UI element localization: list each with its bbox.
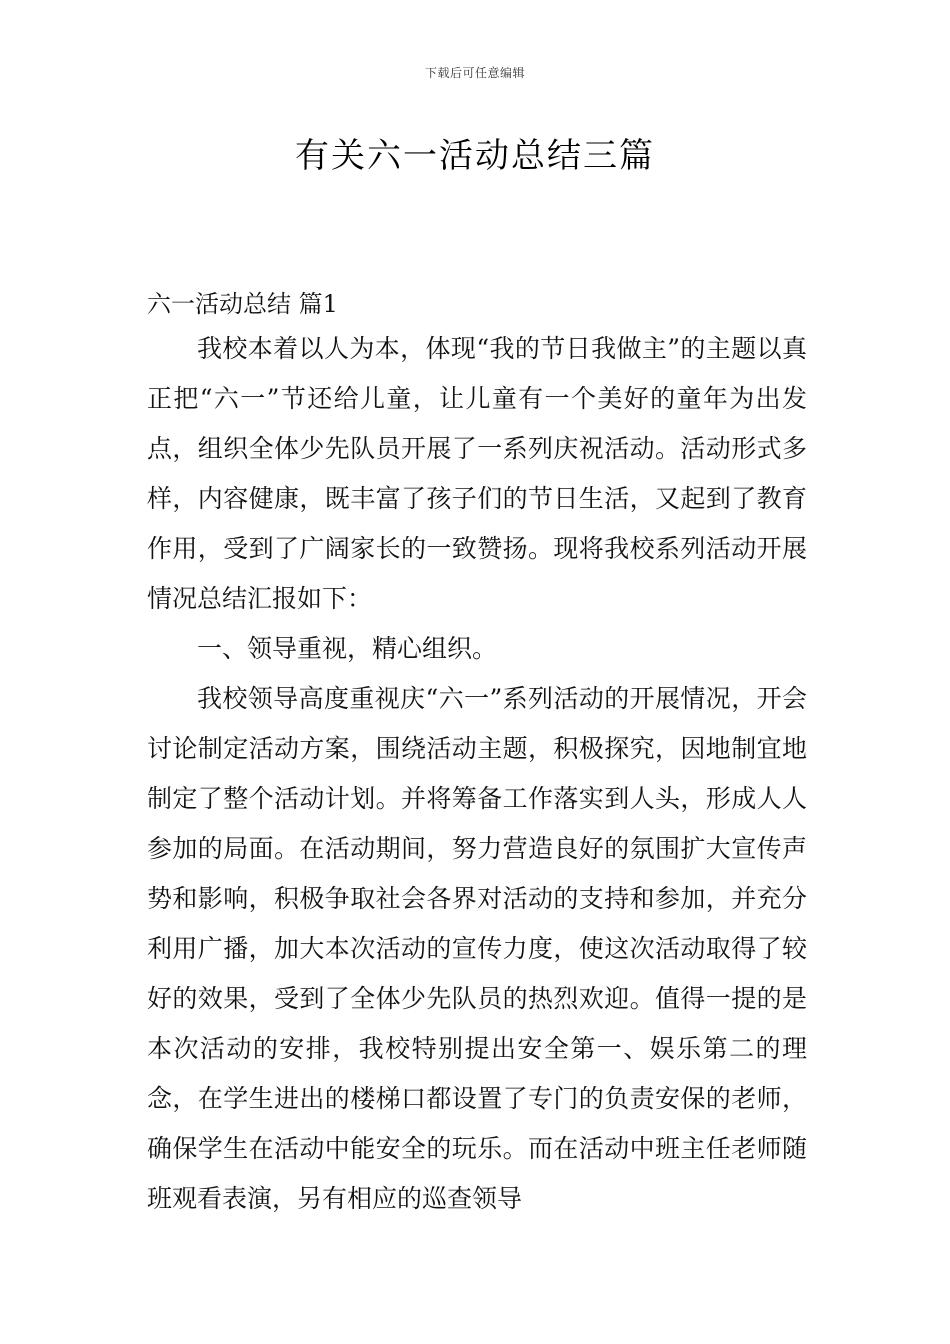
document-body xyxy=(147,324,807,1224)
paragraph-leadership: 我校领导高度重视庆“六一”系列活动的开展情况，开会讨论制定活动方案，围绕活动主题，积极探究，因地制宜地制定了整个活动计划。并将筹备工作落实到人头，形成人人参加的局面。在活动期间，努力营造良好的氛围扩大宣传声势和影响，积极争取社会各界对活动的支持和参加，并充分利用广播，加大本次活动的宣传力度，使这次活动取得了较好的效果，受到了全体少先队员的热烈欢迎。值得一提的是本次活动的安排，我校特别提出安全第一、娱乐第二的理念，在学生进出的楼梯口都设置了专门的负责安保的老师，确保学生在活动中能安全的玩乐。而在活动中班主任老师随班观看表演，另有相应的巡查领导 xyxy=(147,684,807,1213)
section-heading: 六一活动总结 篇1 xyxy=(147,290,338,318)
paragraph-subheading: 一、领导重视，精心组织。 xyxy=(197,634,498,663)
document-title: 有关六一活动总结三篇 xyxy=(295,136,655,176)
paragraph-intro: 我校本着以人为本，体现“我的节日我做主”的主题以真正把“六一”节还给儿童，让儿童有一个美好的童年为出发点，组织全体少先队员开展了一系列庆祝活动。活动形式多样，内容健康，既丰富了孩子们的节日生活，又起到了教育作用，受到了广阔家长的一致赞扬。现将我校系列活动开展情况总结汇报如下： xyxy=(147,334,807,613)
header-note: 下载后可任意编辑 xyxy=(424,66,525,80)
